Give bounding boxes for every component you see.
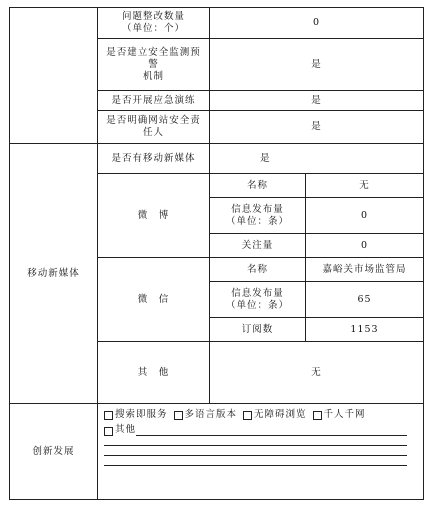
monitor-value: 是 xyxy=(210,39,424,91)
wechat-subs-label: 订阅数 xyxy=(210,318,306,342)
weibo-posts-label-line1: 信息发布量 xyxy=(231,203,284,215)
security-section-cell xyxy=(10,8,98,144)
other-media-label: 其 他 xyxy=(98,342,210,404)
has-media-value: 是 xyxy=(210,144,424,174)
responsible-label xyxy=(98,111,210,144)
monitor-label xyxy=(98,39,210,91)
option-personalized-label: 千人千网 xyxy=(323,409,366,420)
wechat-posts-label-line1: 信息发布量 xyxy=(231,287,284,299)
checkbox-accessibility[interactable] xyxy=(243,411,252,420)
weibo-follows-label: 关注量 xyxy=(210,234,306,258)
option-personalized[interactable] xyxy=(313,409,366,421)
monitor-label-line1: 是否建立安全监测预 xyxy=(106,46,201,58)
innovation-options xyxy=(98,404,424,500)
option-multilingual[interactable] xyxy=(174,409,238,421)
checkbox-search-service[interactable] xyxy=(104,411,113,420)
option-accessibility[interactable] xyxy=(243,409,307,421)
blank-line-1 xyxy=(104,445,407,446)
issues-label-line2: （单位：个） xyxy=(121,23,185,34)
site-report-table xyxy=(9,7,424,500)
drill-label: 是否开展应急演练 xyxy=(98,91,210,111)
wechat-name-value: 嘉峪关市场监管局 xyxy=(306,258,424,282)
weibo-follows-value: 0 xyxy=(306,234,424,258)
wechat-name-label: 名称 xyxy=(210,258,306,282)
blank-line-2 xyxy=(104,455,407,456)
responsible-value: 是 xyxy=(210,111,424,144)
monitor-label-line2: 警 xyxy=(148,58,159,70)
option-search-service[interactable] xyxy=(104,409,168,421)
wechat-posts-label xyxy=(210,282,306,318)
option-search-service-label: 搜索即服务 xyxy=(115,409,168,420)
weibo-name-value: 无 xyxy=(306,174,424,198)
wechat-subs-value: 1153 xyxy=(306,318,424,342)
wechat-label: 微 信 xyxy=(98,258,210,342)
weibo-posts-value: 0 xyxy=(306,198,424,234)
weibo-label: 微 博 xyxy=(98,174,210,258)
option-multilingual-label: 多语言版本 xyxy=(184,409,238,420)
monitor-label-line3: 机制 xyxy=(142,70,164,82)
weibo-posts-label xyxy=(210,198,306,234)
issues-label-line1: 问题整改数量 xyxy=(121,11,185,22)
issues-value: 0 xyxy=(210,8,424,39)
option-accessibility-label: 无障碍浏览 xyxy=(254,409,307,420)
checkbox-personalized[interactable] xyxy=(313,411,322,420)
other-media-value: 无 xyxy=(210,342,424,404)
row-issues xyxy=(10,8,424,39)
row-has-media xyxy=(10,144,424,174)
blank-line-3 xyxy=(104,465,407,466)
option-other[interactable] xyxy=(98,422,423,436)
innovation-section-label: 创新发展 xyxy=(10,404,98,500)
innovation-option-list xyxy=(98,408,423,422)
drill-value: 是 xyxy=(210,91,424,111)
other-fill-line[interactable] xyxy=(136,426,407,436)
weibo-name-label: 名称 xyxy=(210,174,306,198)
option-other-label: 其他 xyxy=(115,424,137,435)
wechat-posts-value: 65 xyxy=(306,282,424,318)
responsible-label-line1: 是否明确网站安全责 xyxy=(106,115,201,126)
responsible-label-line2: 任人 xyxy=(142,127,164,138)
checkbox-multilingual[interactable] xyxy=(174,411,183,420)
has-media-label: 是否有移动新媒体 xyxy=(98,144,210,174)
wechat-posts-label-line2: （单位：条） xyxy=(225,299,289,311)
weibo-posts-label-line2: （单位：条） xyxy=(225,215,289,227)
issues-label xyxy=(98,8,210,39)
checkbox-other[interactable] xyxy=(104,427,113,436)
mobile-section-label: 移动新媒体 xyxy=(10,144,98,404)
row-innovation xyxy=(10,404,424,500)
